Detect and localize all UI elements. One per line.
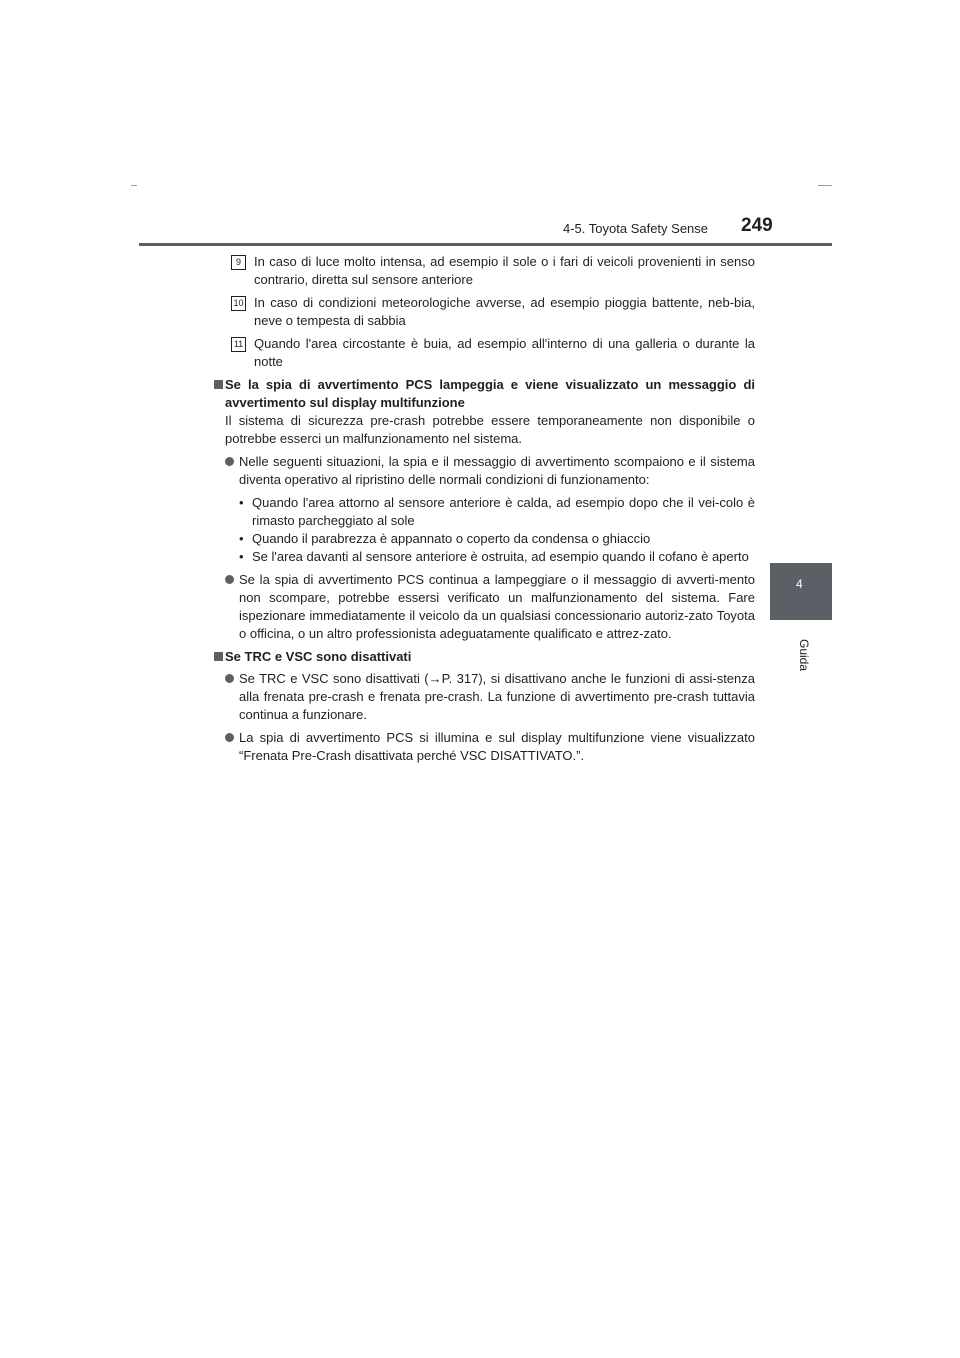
page-number: 249 — [741, 215, 773, 236]
sub-item-text: Se l'area davanti al sensore anteriore è ostruita, ad esempio quando il cofano è aperto — [252, 549, 749, 564]
sub-list — [214, 494, 755, 566]
sub-item-text: Quando il parabrezza è appannato o coperto da condensa o ghiaccio — [252, 531, 651, 546]
circle-bullet-icon — [225, 733, 234, 742]
page-content — [214, 253, 755, 770]
number-badge: 10 — [231, 296, 246, 311]
bullet-item — [214, 670, 755, 724]
chapter-label: Guida — [797, 638, 811, 672]
bullet-item — [214, 571, 755, 643]
bullet-item — [214, 729, 755, 765]
sub-list-item — [214, 494, 755, 530]
numbered-item-text: In caso di condizioni meteorologiche avverse, ad esempio pioggia battente, neb-bia, neve o tempesta di sabbia — [254, 295, 755, 328]
numbered-item — [214, 294, 755, 330]
section-heading — [214, 376, 755, 412]
sub-list-item — [214, 530, 755, 548]
numbered-item-text: In caso di luce molto intensa, ad esempio il sole o i fari di veicoli provenienti in senso contrario, diretta sul sensore anteriore — [254, 254, 755, 287]
bullet-text: La spia di avvertimento PCS si illumina e sul display multifunzione viene visualizzato “Frenata Pre-Crash disattivata perché VSC DISATTIVATO.”. — [239, 730, 755, 763]
section-title: 4-5. Toyota Safety Sense — [563, 221, 709, 236]
numbered-item — [214, 335, 755, 371]
dot-mark-icon: • — [239, 531, 244, 546]
bullet-text: Se TRC e VSC sono disattivati (→P. 317), si disattivano anche le funzioni di assi-stenza alla frenata pre-crash e frenata pre-crash. La funzione di avvertimento pre-crash tuttavia continua a funzionare. — [239, 671, 755, 722]
section-heading-text: Se TRC e VSC sono disattivati — [225, 649, 412, 664]
bullet-item — [214, 453, 755, 489]
dot-mark-icon: • — [239, 549, 244, 564]
square-bullet-icon — [214, 380, 223, 389]
chapter-number: 4 — [796, 577, 803, 591]
crop-mark-right — [818, 185, 832, 186]
numbered-item-text: Quando l'area circostante è buia, ad esempio all'interno di una galleria o durante la notte — [254, 336, 755, 369]
dot-mark-icon: • — [239, 495, 244, 510]
crop-mark-left — [131, 185, 137, 186]
number-badge: 11 — [231, 337, 246, 352]
sub-item-text: Quando l'area attorno al sensore anteriore è calda, ad esempio dopo che il vei-colo è rimasto parcheggiato al sole — [252, 495, 755, 528]
circle-bullet-icon — [225, 575, 234, 584]
sub-list-item — [214, 548, 755, 566]
circle-bullet-icon — [225, 457, 234, 466]
bullet-text: Nelle seguenti situazioni, la spia e il messaggio di avvertimento scompaiono e il sistema diventa operativo al ripristino delle normali condizioni di funzionamento: — [239, 454, 755, 487]
header-rule — [139, 243, 832, 246]
section-heading — [214, 648, 755, 666]
circle-bullet-icon — [225, 674, 234, 683]
chapter-tab — [770, 563, 832, 620]
number-badge: 9 — [231, 255, 246, 270]
bullet-text: Se la spia di avvertimento PCS continua a lampeggiare o il messaggio di avverti-mento non scompare, potrebbe essersi verificato un malfunzionamento del sistema. Fare ispezionare immediatamente il veicolo da un qualsiasi concessionario autoriz-zato Toyota o officina, o un altro professionista adeguatamente qualificato e attrez-zato. — [239, 572, 755, 641]
section-intro: Il sistema di sicurezza pre-crash potrebbe essere temporaneamente non disponibile o potrebbe esserci un malfunzionamento nel sistema. — [225, 413, 755, 446]
square-bullet-icon — [214, 652, 223, 661]
numbered-item — [214, 253, 755, 289]
section-heading-text: Se la spia di avvertimento PCS lampeggia e viene visualizzato un messaggio di avvertimento sul display multifunzione — [225, 377, 755, 410]
